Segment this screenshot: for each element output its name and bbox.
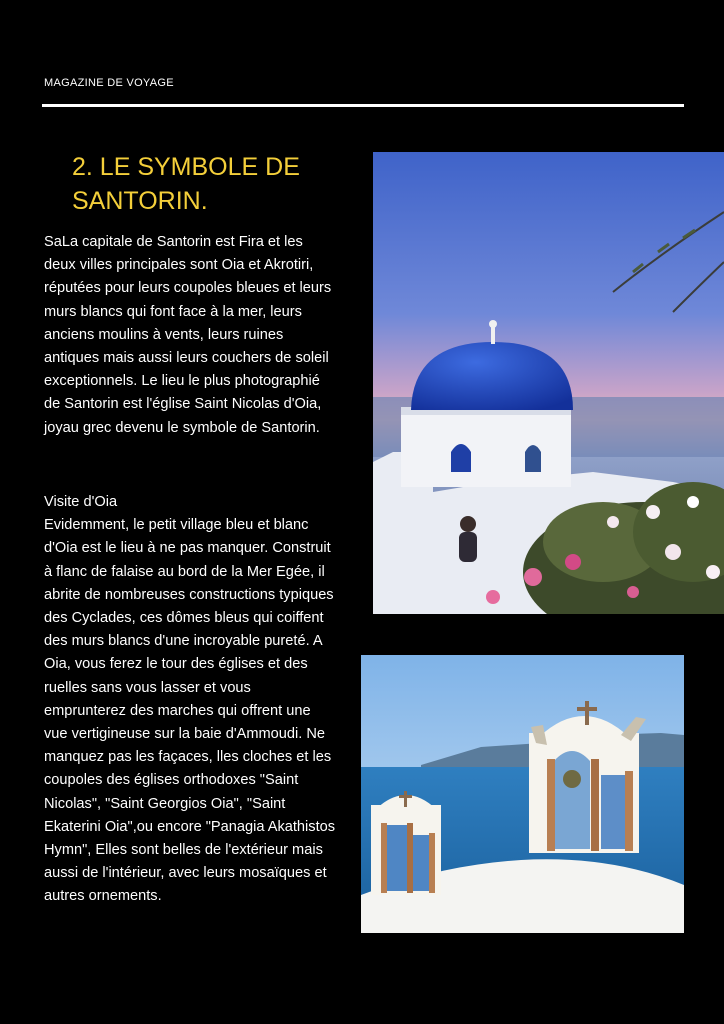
oia-section <box>44 491 336 909</box>
oia-paragraph: Evidemment, le petit village bleu et blanc d'Oia est le lieu à ne pas manquer. Construit à flanc de falaise au bord de la Mer Egée, il abrite de nombreuses constructions typiques des Cyclades, ces dômes bleus qui coiffent des murs blancs d'une incroyable pureté. A Oia, vous ferez le tour des églises et des ruelles sans vous lasser et vous emprunterez des marches qui offrent une vue vertigineuse sur la baie d'Ammoudi. Ne manquez pas les façaces, lles cloches et les coupoles des églises orthodoxes "Saint Nicolas", "Saint Georgios Oia", "Saint Ekaterini Oia",ou encore "Panagia Akathistos Hymn", Elles sont belles de l'extérieur mais aussi de l'intérieur, avec leurs mosaïques et autres ornements. <box>44 517 336 905</box>
blue-dome-photo <box>373 152 724 614</box>
bell-tower-photo <box>361 655 684 933</box>
intro-paragraph: SaLa capitale de Santorin est Fira et les deux villes principales sont Oia et Akrotiri, réputées pour leurs coupoles bleues et leurs murs blancs qui font face à la mer, leurs anciens moulins à vents, leurs ruines antiques mais aussi leurs couchers de soleil exceptionnels. Le lieu le plus photographié de Santorin est l'église Saint Nicolas d'Oia, joyau grec devenu le symbole de Santorin. <box>44 234 332 436</box>
article-title: 2. LE SYMBOLE DE SANTORIN. <box>72 153 300 215</box>
magazine-label: MAGAZINE DE VOYAGE <box>44 77 174 89</box>
header-divider <box>42 104 684 107</box>
section-subheading: Visite d'Oia <box>44 494 118 510</box>
